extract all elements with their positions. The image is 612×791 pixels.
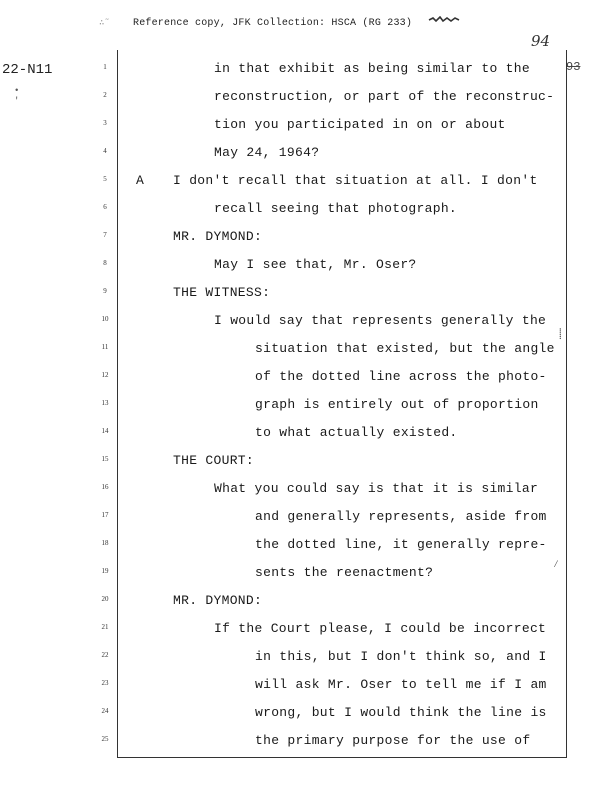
line-number: 24	[101, 707, 109, 715]
line-text: situation that existed, but the angle	[255, 341, 555, 356]
line-text: in this, but I don't think so, and I	[255, 649, 547, 664]
line-text: THE COURT:	[173, 453, 255, 468]
line-number: 22	[101, 651, 109, 659]
transcript-line	[0, 677, 612, 705]
line-text: tion you participated in on or about	[214, 117, 506, 132]
line-number: 14	[101, 427, 109, 435]
line-number: 3	[103, 119, 107, 127]
line-text: the dotted line, it generally repre-	[255, 537, 547, 552]
line-number: 15	[101, 455, 109, 463]
line-number: 11	[101, 343, 109, 351]
case-id: 22-N11	[2, 62, 53, 78]
line-text: and generally represents, aside from	[255, 509, 547, 524]
line-number: 5	[103, 175, 107, 183]
line-number: 7	[103, 231, 107, 239]
line-text: May I see that, Mr. Oser?	[214, 257, 417, 272]
margin-scratch-icon: ∕	[553, 560, 560, 571]
line-text: to what actually existed.	[255, 425, 458, 440]
transcript-line	[0, 173, 612, 201]
line-number: 18	[101, 539, 109, 547]
transcript-line	[0, 201, 612, 229]
transcript-line	[0, 61, 612, 89]
line-number: 25	[101, 735, 109, 743]
line-text: in that exhibit as being similar to the	[214, 61, 530, 76]
line-text: reconstruction, or part of the reconstruc-	[214, 89, 555, 104]
line-number: 10	[101, 315, 109, 323]
reference-header: Reference copy, JFK Collection: HSCA (RG 233)	[133, 18, 413, 29]
line-text: If the Court please, I could be incorrect	[214, 621, 547, 636]
page-number: 94	[531, 32, 551, 50]
line-text: will ask Mr. Oser to tell me if I am	[255, 677, 547, 692]
transcript-line	[0, 565, 612, 593]
struck-page-number: 93	[566, 60, 581, 74]
transcript-line	[0, 285, 612, 313]
margin-tick: •	[14, 86, 20, 96]
transcript-line	[0, 229, 612, 257]
line-number: 21	[101, 623, 109, 631]
transcript-line	[0, 593, 612, 621]
margin-tick: ′	[14, 96, 20, 106]
transcript-line	[0, 481, 612, 509]
line-number: 13	[101, 399, 109, 407]
line-number: 20	[101, 595, 109, 603]
line-text: wrong, but I would think the line is	[255, 705, 547, 720]
line-number: 4	[103, 147, 107, 155]
transcript-line	[0, 425, 612, 453]
transcript-line	[0, 509, 612, 537]
transcript-line	[0, 313, 612, 341]
line-text: recall seeing that photograph.	[214, 201, 458, 216]
line-number: 6	[103, 203, 107, 211]
line-text: graph is entirely out of proportion	[255, 397, 539, 412]
line-number: 1	[103, 63, 107, 71]
qa-marker: A	[136, 173, 144, 188]
line-text: I would say that represents generally the	[214, 313, 547, 328]
transcript-line	[0, 145, 612, 173]
line-number: 19	[101, 567, 109, 575]
line-number: 23	[101, 679, 109, 687]
transcript-line	[0, 341, 612, 369]
line-text: MR. DYMOND:	[173, 593, 263, 608]
margin-scratch-icon: ⸽	[559, 330, 562, 341]
line-number: 12	[101, 371, 109, 379]
line-text: sents the reenactment?	[255, 565, 434, 580]
scribble-stamp-icon	[428, 16, 460, 24]
line-number: 9	[103, 287, 107, 295]
transcript-line	[0, 369, 612, 397]
transcript-line	[0, 397, 612, 425]
transcript-line	[0, 537, 612, 565]
line-number: 16	[101, 483, 109, 491]
line-number: 8	[103, 259, 107, 267]
transcript-line	[0, 453, 612, 481]
line-text: the primary purpose for the use of	[255, 733, 531, 748]
transcript-line	[0, 117, 612, 145]
line-text: What you could say is that it is similar	[214, 481, 539, 496]
corner-mark-icon: ∴˜	[99, 18, 110, 28]
line-text: THE WITNESS:	[173, 285, 271, 300]
line-number: 17	[101, 511, 109, 519]
line-text: May 24, 1964?	[214, 145, 320, 160]
line-number: 2	[103, 91, 107, 99]
line-text: MR. DYMOND:	[173, 229, 263, 244]
transcript-line	[0, 257, 612, 285]
transcript-line	[0, 733, 612, 761]
line-text: of the dotted line across the photo-	[255, 369, 547, 384]
line-text: I don't recall that situation at all. I don't	[173, 173, 538, 188]
transcript-line	[0, 621, 612, 649]
transcript-line	[0, 89, 612, 117]
transcript-line	[0, 649, 612, 677]
transcript-line	[0, 705, 612, 733]
